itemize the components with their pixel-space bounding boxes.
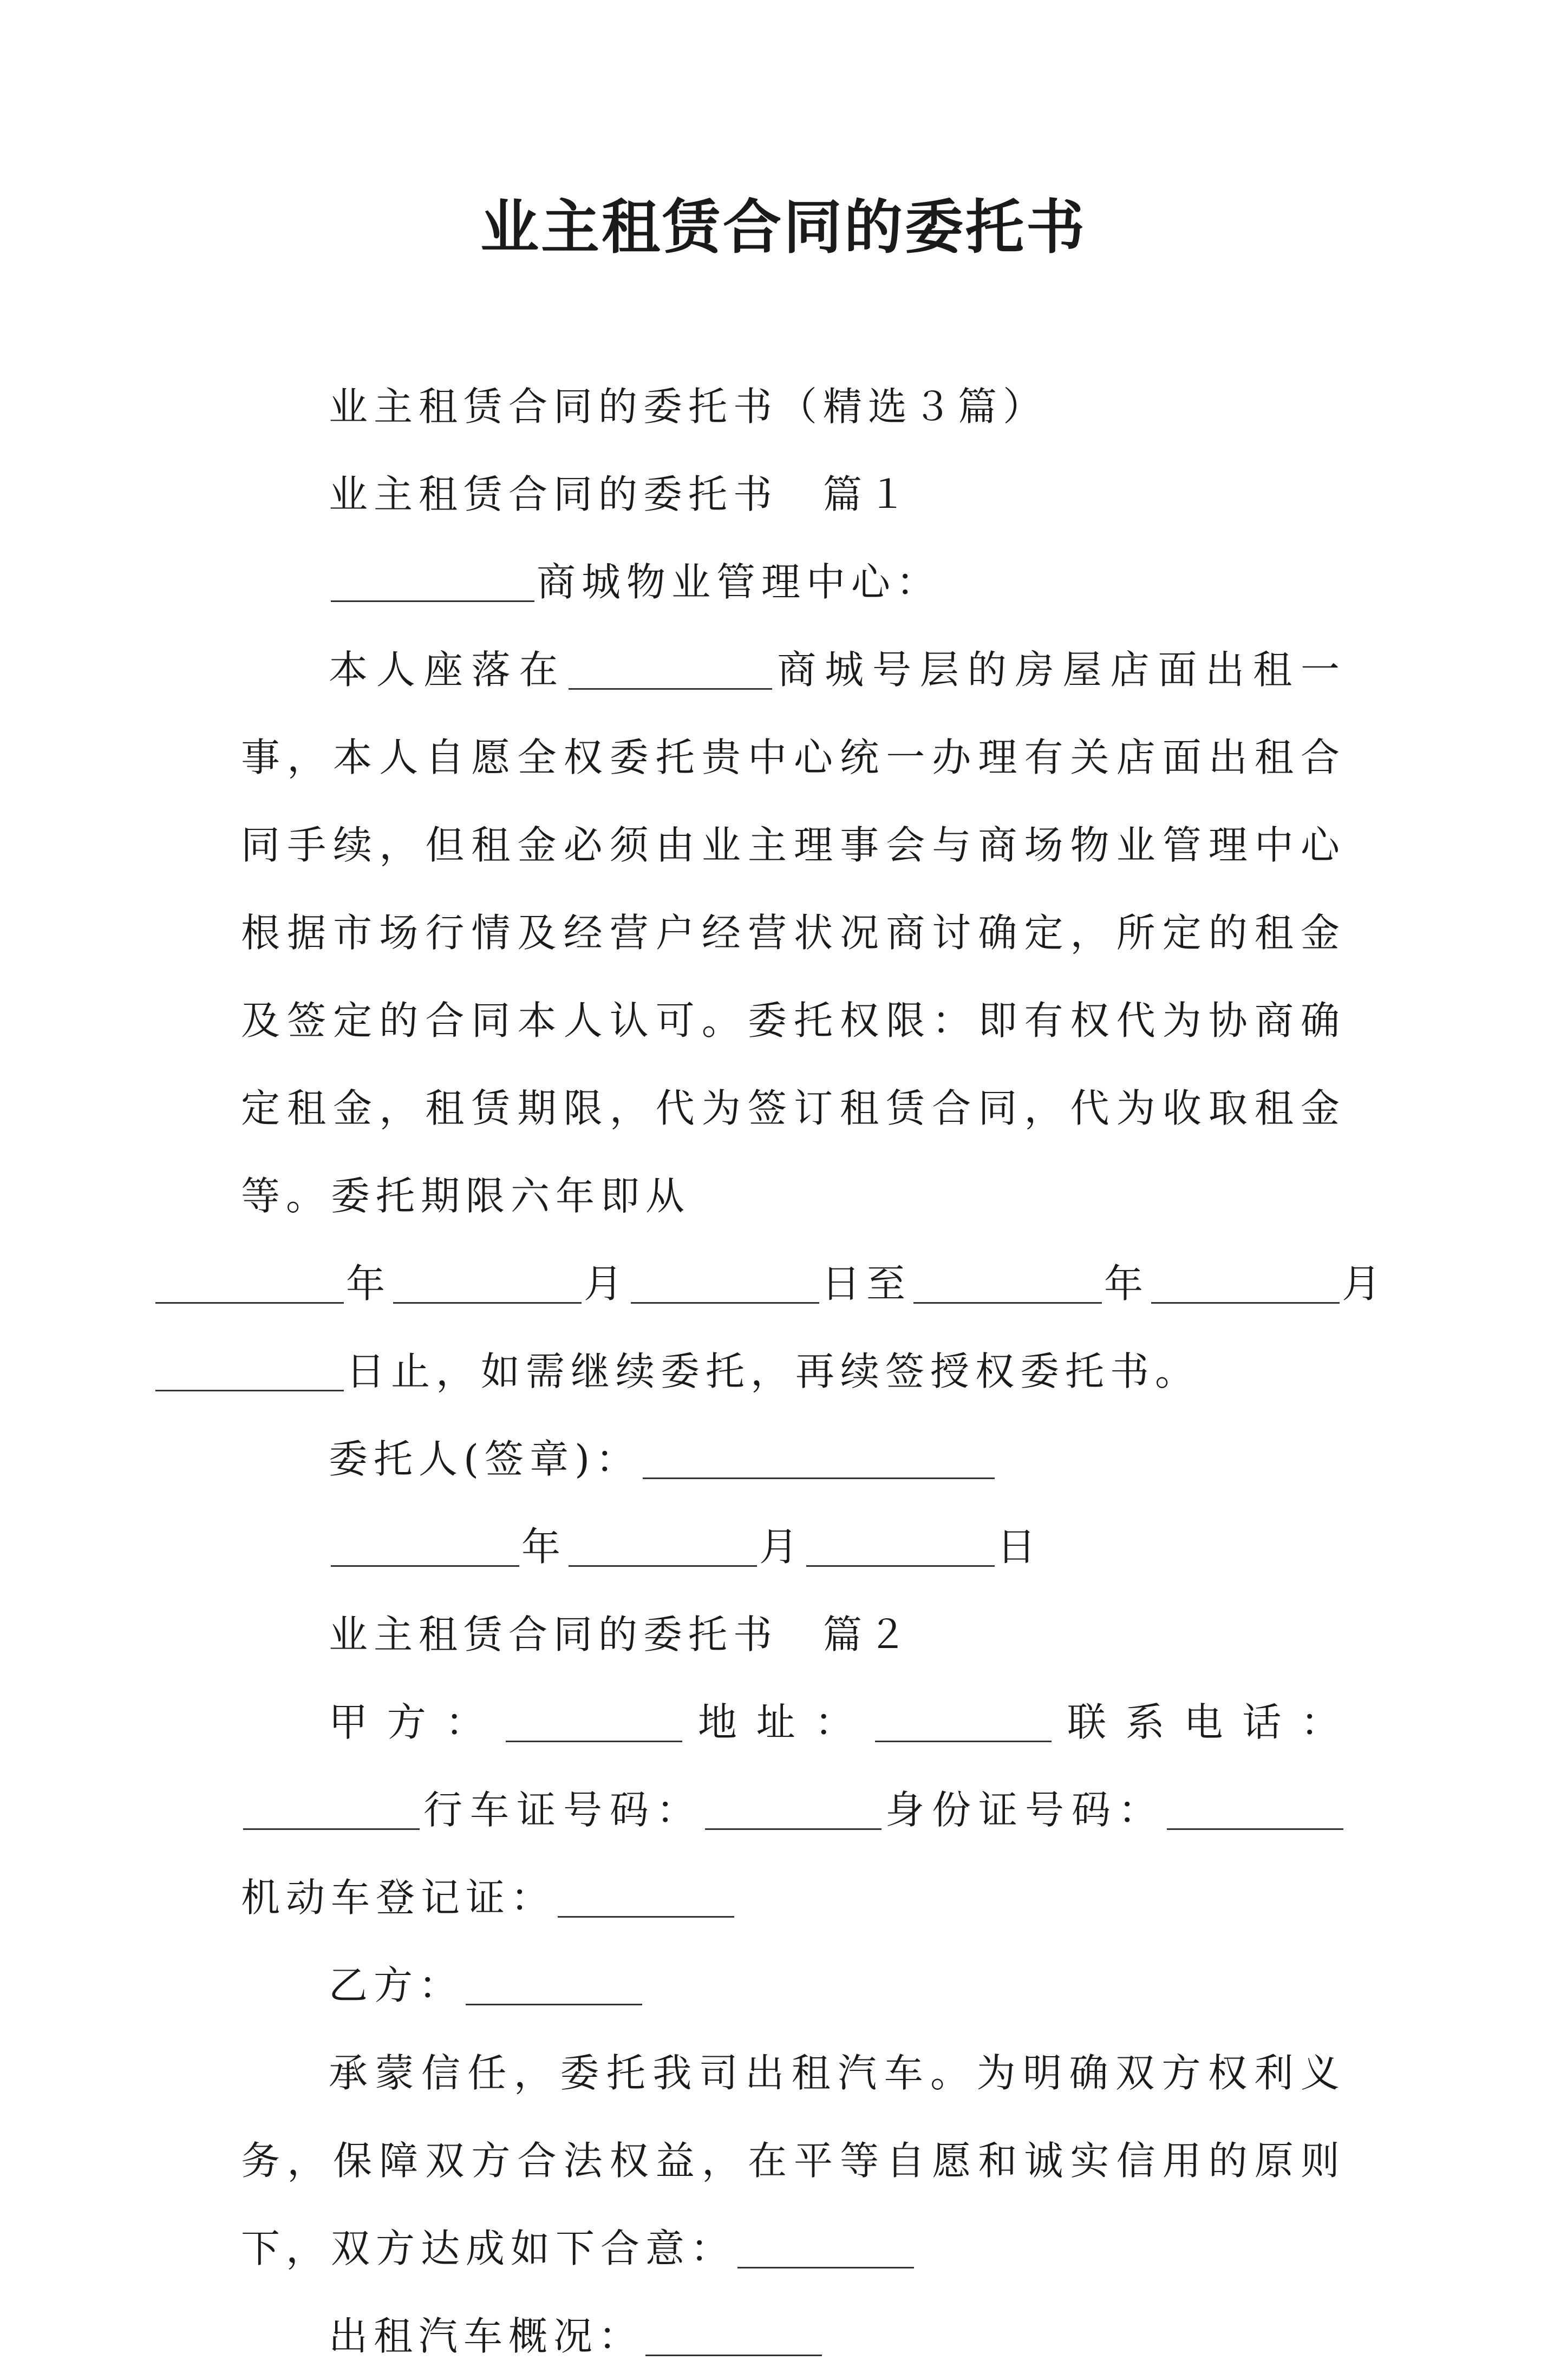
blank-party-b [466, 1961, 642, 2005]
intro-line: 业主租赁合同的委托书（精选３篇） [329, 384, 1048, 429]
blank-car-overview [645, 2312, 822, 2356]
section2-paragraph: 承蒙信任，委托我司出租汽车。为明确双方权利义务，保障双方合法权益，在平等自愿和诚实信用的原则下，双方达成如下合意： [241, 2050, 1346, 2271]
blank-sign-month [569, 1523, 757, 1567]
car-overview-line: 出租汽车概况： [241, 2292, 1346, 2380]
party-b-line: 乙方： [241, 1941, 1346, 2029]
blank-sign-year [331, 1523, 519, 1567]
blank-id-number [1167, 1786, 1343, 1830]
blank-phone [243, 1786, 420, 1830]
section1-paragraph: 本人座落在 商城号层的房屋店面出租一事，本人自愿全权委托贵中心统一办理有关店面出租合同手续，但租金必须由业主理事会与商场物业管理中心根据市场行情及经营户经营状况商讨确定，所定的租金及签定的合同本人认可。委托权限：即有权代为协商确定租金，租赁期限，代为签订租赁合同，代为收取租金等。委托期限六年即从 年 月 日至 年 月 日止，如需继续委托，再续签授权委托书。 [241, 626, 1346, 1415]
blank-agreement [737, 2225, 914, 2268]
blank-address [875, 1698, 1052, 1742]
blank-start-month [393, 1260, 582, 1304]
blank-mall-name [331, 558, 534, 602]
blank-end-day [155, 1348, 344, 1391]
section1-heading: 业主租赁合同的委托书 篇１ [329, 472, 913, 517]
section2-heading: 业主租赁合同的委托书 篇２ [329, 1612, 913, 1657]
term-end-line: 日止，如需继续委托，再续签授权委托书。 [153, 1349, 1200, 1394]
signer-line: 委托人(签章)： [241, 1415, 1346, 1503]
blank-registration [558, 1874, 734, 1918]
document-title: 业主租赁合同的委托书 [480, 193, 1087, 261]
blank-end-year [913, 1260, 1102, 1304]
term-date-line: 年 月 日至 年 月 [153, 1261, 1387, 1306]
blank-sign-day [806, 1523, 995, 1567]
blank-start-year [155, 1260, 344, 1304]
blank-location [569, 646, 772, 690]
party-a-paragraph: 甲方： 地址： 联系电话：行车证号码： 身份证号码：机动车登记证： [241, 1699, 1346, 1920]
blank-license-number [705, 1786, 882, 1830]
blank-start-day [631, 1260, 819, 1304]
blank-party-a [506, 1698, 682, 1742]
sign-date-line: 年 月 日 [241, 1503, 1346, 1591]
blank-end-month [1151, 1260, 1340, 1304]
document-body [241, 363, 1387, 2380]
blank-signature [643, 1435, 995, 1479]
addressee-line: 商城物业管理中心： [241, 538, 1346, 626]
